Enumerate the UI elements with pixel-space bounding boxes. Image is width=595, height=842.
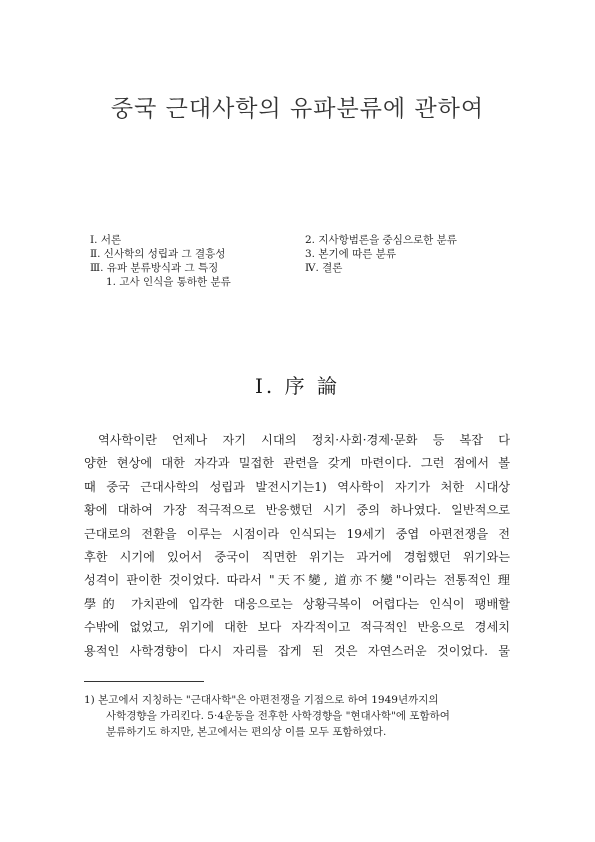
toc-item: 2. 지사항범론을 중심으로한 분류 [305,234,457,246]
toc-item: Ⅱ. 신사학의 성립과 그 결흥성 [90,248,226,260]
body-line: 역사학이란 언제나 자기 시대의 정치·사회·경제·문화 등 복잡 다 [98,433,510,447]
paper-title: 중국 근대사학의 유파분류에 관하여 [110,96,485,122]
body-line: 성격이 판이한 것이었다. 따라서 "天不變, 道亦不變"이라는 전통적인 理 [84,573,510,588]
body-line: 때 중국 근대사학의 성립과 발전시기는1) 역사학이 자기가 처한 시대상 [84,479,510,494]
section-heading: Ⅰ. 序 論 [255,374,340,398]
body-line: 후한 시기에 있어서 중국이 직면한 위기는 과거에 경험했던 위기와는 [84,550,510,565]
footnote-line: 사학경향을 가리킨다. 5·4운동을 전후한 사학경향을 "현대사학"에 포함하여 [106,710,450,722]
body-line: 양한 현상에 대한 자각과 밀접한 관련을 갖게 마련이다. 그런 점에서 볼 [84,456,510,471]
body-line: 황에 대하여 가장 적극적으로 반응했던 시기 중의 하나였다. 일반적으로 [84,503,510,518]
toc-item: 1. 고사 인식을 통하한 분류 [106,276,231,288]
body-paragraph [84,429,510,663]
body-line: 學的 가치관에 입각한 대응으로는 상황극복이 어렵다는 인식이 팽배할 [84,596,510,611]
table-of-contents-left [90,233,310,289]
toc-item: Ⅳ. 결론 [305,262,343,274]
toc-item: Ⅲ. 유파 분류방식과 그 특징 [90,262,219,274]
body-line: 수밖에 없었고, 위기에 대한 보다 자각적이고 적극적인 반응으로 경세치 [84,620,510,635]
toc-item: Ⅰ. 서론 [90,234,122,246]
body-line: 용적인 사학경향이 다시 자리를 잡게 된 것은 자연스러운 것이었다. 물 [84,643,510,658]
footnote-divider [84,681,204,682]
toc-item: 3. 본기에 따른 분류 [305,248,397,260]
footnote-line: 1) 본고에서 지칭하는 "근대사학"은 아편전쟁을 기점으로 하여 1949년까지의 [84,694,439,706]
footnote [84,692,514,740]
body-line: 근대로의 전환을 이루는 시점이라 인식되는 19세기 중엽 아편전쟁을 전 [84,526,510,541]
table-of-contents-right [305,233,515,275]
footnote-line: 분류하기도 하지만, 본고에서는 편의상 이를 모두 포함하였다. [106,726,387,738]
